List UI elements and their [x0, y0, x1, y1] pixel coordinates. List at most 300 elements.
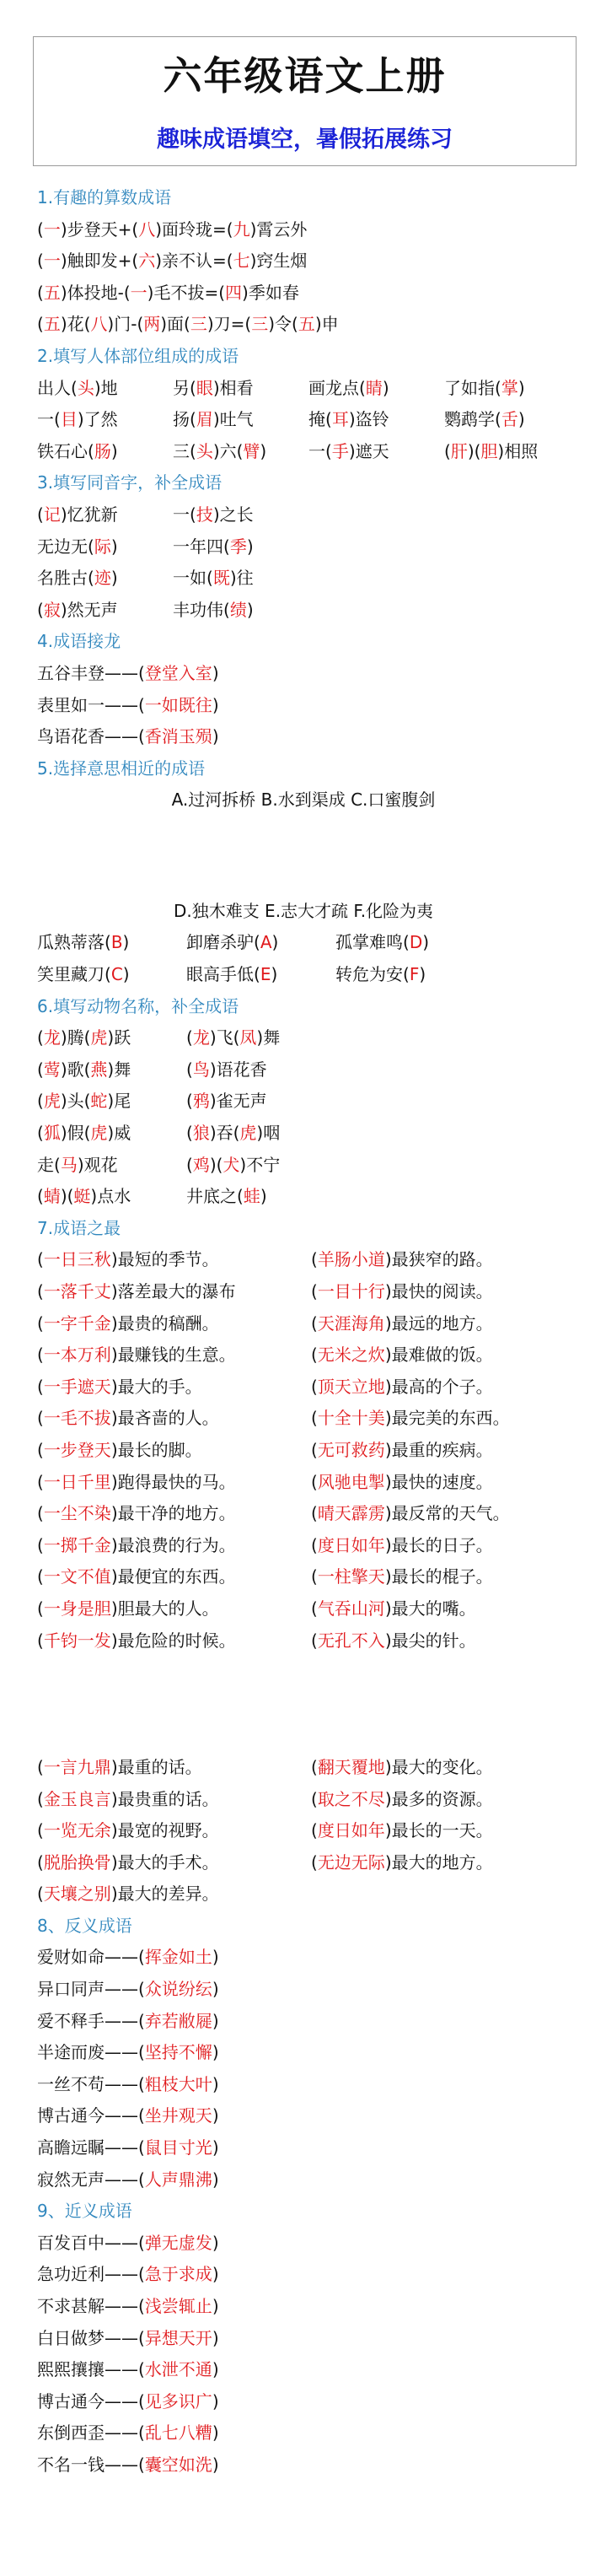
prompt-text: )最尖的针。	[384, 1630, 476, 1651]
idiom-item	[37, 499, 173, 531]
prompt-text: (	[311, 1503, 318, 1524]
prompt-text: )最快的速度。	[384, 1471, 493, 1492]
section-title: 8、反义成语	[37, 1915, 132, 1936]
prompt-text: (	[37, 1408, 44, 1429]
answer-text: 一字千金	[43, 1312, 111, 1334]
prompt-text: (	[311, 1281, 318, 1301]
prompt-text: )	[212, 662, 219, 683]
prompt-text: (	[186, 1059, 193, 1080]
idiom-item	[37, 531, 173, 563]
prompt-text: )门-(	[107, 314, 144, 335]
exercise-row	[37, 2069, 585, 2101]
prompt-text: 一(	[173, 504, 196, 525]
prompt-text: (	[311, 1851, 318, 1873]
prompt-text: )	[212, 1979, 219, 2000]
prompt-text: )	[518, 377, 525, 398]
prompt-text: )最危险的时候。	[110, 1630, 236, 1651]
exercise-row	[37, 2323, 585, 2355]
prompt-text: (	[311, 1376, 318, 1397]
answer-text: 肠	[94, 440, 111, 461]
answer-text: C	[110, 964, 123, 985]
answer-text: 无可救药	[317, 1439, 385, 1460]
answer-text: 手	[331, 440, 349, 461]
prompt-text: )	[260, 440, 267, 461]
prompt-text: 一(	[308, 440, 332, 461]
section-title: 6.填写动物名称，补全成语	[37, 995, 239, 1016]
answer-text: 异想天开	[144, 2327, 212, 2348]
prompt-text: 一(	[37, 409, 61, 430]
idiom-item	[444, 436, 580, 468]
prompt-text: )威	[107, 1123, 131, 1144]
idiom-item	[173, 373, 308, 405]
answer-text: 一身是胆	[43, 1598, 111, 1619]
answer-text: 鸡	[192, 1154, 210, 1175]
prompt-text: )之长	[212, 504, 254, 525]
prompt-text: )落差最大的瀑布	[110, 1281, 236, 1301]
exercise-row	[37, 1276, 585, 1308]
prompt-text: )吞(	[209, 1123, 240, 1144]
answer-text: 见多识广	[144, 2390, 212, 2412]
answer-text: 挥金如土	[144, 1947, 212, 1968]
answer-text: 三	[251, 314, 269, 335]
idiom-item	[37, 2069, 219, 2101]
prompt-text: )忆犹新	[60, 504, 118, 525]
prompt-text: )最难做的饭。	[384, 1345, 493, 1366]
idiom-item	[37, 2037, 219, 2069]
idiom-item	[444, 404, 580, 436]
prompt-text: (	[186, 1027, 193, 1048]
answer-text: 翻天覆地	[317, 1756, 385, 1777]
idiom-item	[308, 404, 444, 436]
prompt-text: (	[37, 1788, 44, 1809]
answer-text: 目	[60, 409, 78, 430]
answer-text: 乱七八糟	[144, 2422, 212, 2444]
answer-text: B	[110, 932, 123, 953]
answer-text: 鼠目寸光	[144, 2137, 212, 2158]
idiom-item	[311, 1276, 585, 1308]
idiom-item	[37, 1467, 311, 1499]
prompt-text: 东倒西歪——(	[37, 2422, 145, 2444]
prompt-text: )最吝啬的人。	[110, 1408, 219, 1429]
idiom-item	[37, 2354, 219, 2386]
prompt-text: 铁石心(	[37, 440, 94, 461]
prompt-text: (	[37, 282, 44, 303]
prompt-text: )最贵重的话。	[110, 1788, 219, 1809]
answer-options: A.过河拆桥 B.水到渠成 C.口蜜腹剑	[171, 790, 436, 811]
prompt-text: )最短的季节。	[110, 1249, 219, 1270]
answer-text: 鸟	[192, 1059, 210, 1080]
prompt-text: (	[37, 1123, 44, 1144]
exercise-row	[37, 2100, 585, 2132]
prompt-text: )跑得最快的马。	[110, 1471, 236, 1492]
prompt-text: 一如(	[173, 568, 213, 589]
answer-text: 坚持不懈	[144, 2042, 212, 2063]
prompt-text: )相照	[497, 440, 539, 461]
prompt-text: )体投地-(	[60, 282, 131, 303]
answer-text: 一览无余	[43, 1820, 111, 1841]
idiom-item	[311, 1244, 585, 1276]
exercise-row	[37, 309, 585, 341]
prompt-text: 高瞻远瞩——(	[37, 2137, 145, 2158]
answer-text: 一目十行	[317, 1281, 385, 1301]
prompt-text: 一年四(	[173, 536, 230, 557]
prompt-text: )最大的变化。	[384, 1756, 493, 1777]
answer-text: 凤	[239, 1027, 257, 1048]
prompt-text: )	[260, 1186, 267, 1207]
answer-text: 脱胎换骨	[43, 1851, 111, 1873]
idiom-item	[173, 499, 308, 531]
prompt-text: 瓜熟蒂落(	[37, 932, 111, 953]
answer-text: 金玉良言	[43, 1788, 111, 1809]
idiom-item	[311, 1815, 585, 1847]
prompt-text: )	[212, 2137, 219, 2158]
answer-text: 一言九鼎	[43, 1756, 111, 1777]
prompt-text: )舞	[107, 1059, 131, 1080]
exercise-row	[37, 1942, 585, 1974]
idiom-item	[186, 1118, 335, 1150]
prompt-text: )季如春	[242, 282, 299, 303]
answer-text: 浅尝辄止	[144, 2296, 212, 2317]
idiom-item	[37, 404, 173, 436]
idiom-item	[186, 1181, 335, 1213]
exercise-row	[37, 595, 585, 627]
prompt-text: )	[122, 964, 130, 985]
answer-text: 气吞山河	[317, 1598, 385, 1619]
prompt-text: 异口同声——(	[37, 1979, 145, 2000]
prompt-text: )最反常的天气。	[384, 1503, 510, 1524]
prompt-text: (	[37, 1820, 44, 1841]
prompt-text: (	[311, 1471, 318, 1492]
prompt-text: )点水	[90, 1186, 131, 1207]
prompt-text: (	[37, 1249, 44, 1270]
prompt-text: (	[37, 1345, 44, 1366]
exercise-row	[37, 2164, 585, 2196]
idiom-item	[37, 309, 339, 341]
prompt-text: (	[37, 1598, 44, 1619]
exercise-row	[37, 2291, 585, 2323]
idiom-item	[311, 1752, 585, 1784]
answer-text: 囊空如洗	[144, 2454, 212, 2475]
prompt-text: )最快的阅读。	[384, 1281, 493, 1301]
prompt-text: 画龙点(	[308, 377, 366, 398]
prompt-text: )尾	[107, 1091, 131, 1112]
idiom-item	[37, 595, 173, 627]
prompt-text: (	[311, 1820, 318, 1841]
prompt-text: )最大的差异。	[110, 1883, 219, 1905]
prompt-text: 百发百中——(	[37, 2232, 145, 2253]
prompt-text: )舞	[256, 1027, 281, 1048]
answer-text: A	[260, 932, 272, 953]
answer-text: 取之不尽	[317, 1788, 385, 1809]
idiom-item	[37, 2132, 219, 2164]
prompt-text: (	[311, 1534, 318, 1555]
idiom-item	[37, 2291, 219, 2323]
prompt-text: )腾(	[60, 1027, 91, 1048]
prompt-text: )花(	[60, 314, 91, 335]
exercise-row	[37, 2386, 585, 2418]
answer-text: 舌	[501, 409, 518, 430]
prompt-text: (	[311, 1788, 318, 1809]
prompt-text: )最贵的稿酬。	[110, 1312, 219, 1334]
prompt-text: )	[271, 964, 278, 985]
idiom-item	[308, 436, 444, 468]
exercise-row	[37, 2228, 585, 2260]
prompt-text: )最狭窄的路。	[384, 1249, 493, 1270]
prompt-text: (	[311, 1345, 318, 1366]
answer-text: 三	[190, 314, 207, 335]
prompt-text: (	[37, 1059, 44, 1080]
prompt-text: 不求甚解——(	[37, 2296, 145, 2317]
exercise-row	[37, 1815, 585, 1847]
prompt-text: 走(	[37, 1154, 61, 1175]
answer-text: 九	[233, 218, 250, 240]
idiom-item	[37, 1022, 186, 1054]
prompt-text: )	[212, 2264, 219, 2285]
prompt-text: (	[444, 440, 451, 461]
idiom-item	[37, 2386, 219, 2418]
answer-text: 龙	[43, 1027, 61, 1048]
prompt-text: )最便宜的东西。	[110, 1566, 236, 1587]
answer-text: 既	[212, 568, 230, 589]
prompt-text: )	[212, 726, 219, 747]
prompt-text: (	[311, 1756, 318, 1777]
exercise-row	[37, 436, 585, 468]
answer-text: 龙	[192, 1027, 210, 1048]
page-subtitle: 趣味成语填空，暑假拓展练习	[157, 127, 453, 153]
answer-text: 际	[94, 536, 111, 557]
prompt-text: )盗铃	[348, 409, 389, 430]
exercise-row	[37, 690, 585, 722]
prompt-text: )	[212, 2010, 219, 2031]
prompt-text: 不名一钱——(	[37, 2454, 145, 2475]
idiom-item	[37, 2100, 219, 2132]
prompt-text: 半途而废——(	[37, 2042, 145, 2063]
answer-text: 一步登天	[43, 1439, 111, 1460]
exercise-row	[37, 1086, 585, 1118]
prompt-text: )	[212, 2390, 219, 2412]
prompt-text: )	[271, 932, 279, 953]
idiom-item	[37, 1784, 311, 1816]
prompt-text: )霄云外	[249, 218, 308, 240]
answer-text: 无孔不入	[317, 1630, 385, 1651]
prompt-text: (	[311, 1566, 318, 1587]
idiom-item	[308, 373, 444, 405]
exercise-row	[37, 563, 585, 595]
prompt-text: (	[37, 1883, 44, 1905]
prompt-text: 表里如一——(	[37, 694, 145, 715]
prompt-text: (	[37, 1281, 44, 1301]
answer-text: 八	[90, 314, 108, 335]
idiom-item	[37, 214, 307, 246]
prompt-text: )	[212, 2169, 219, 2190]
idiom-item	[311, 1339, 585, 1372]
idiom-item	[311, 1561, 585, 1593]
prompt-text: )歌(	[60, 1059, 91, 1080]
prompt-text: )	[212, 2422, 219, 2444]
idiom-item	[37, 2228, 219, 2260]
exercise-row	[37, 1181, 585, 1213]
prompt-text: )	[212, 1947, 219, 1968]
answer-text: 臂	[243, 440, 260, 461]
exercise-row	[37, 278, 585, 310]
answer-text: 一	[43, 251, 61, 272]
exercise-row	[37, 1561, 585, 1593]
idiom-item	[37, 1086, 186, 1118]
section-title: 9、近义成语	[37, 2201, 132, 2222]
answer-text: 千钧一发	[43, 1630, 111, 1651]
idiom-item	[37, 2164, 219, 2196]
answer-text: 一文不值	[43, 1566, 111, 1587]
idiom-item	[37, 1942, 219, 1974]
prompt-text: )令(	[268, 314, 298, 335]
exercise-row	[37, 2417, 585, 2449]
prompt-text: 眼高手低(	[186, 964, 260, 985]
spacer	[37, 1657, 585, 1752]
prompt-text: 掩(	[308, 409, 332, 430]
prompt-text: )最重的疾病。	[384, 1439, 493, 1460]
answer-text: 急于求成	[144, 2264, 212, 2285]
answer-text: 头	[196, 440, 213, 461]
prompt-text: )面(	[160, 314, 190, 335]
exercise-row	[37, 1118, 585, 1150]
prompt-text: )触即发+(	[60, 251, 139, 272]
answer-text: 一尘不染	[43, 1503, 111, 1524]
answer-text: 无米之炊	[317, 1345, 385, 1366]
idiom-item	[37, 1244, 311, 1276]
answer-text: 蜓	[73, 1186, 91, 1207]
idiom-item	[311, 1403, 585, 1435]
prompt-text: (	[37, 314, 44, 335]
exercise-row	[37, 1308, 585, 1340]
prompt-text: )	[212, 2073, 219, 2094]
answer-text: D	[409, 932, 423, 953]
answer-text: 天涯海角	[317, 1312, 385, 1334]
idiom-item	[37, 959, 186, 991]
answer-text: 五	[43, 314, 61, 335]
prompt-text: )	[110, 568, 118, 589]
prompt-text: )	[212, 2296, 219, 2317]
prompt-text: )飞(	[209, 1027, 240, 1048]
answer-text: 四	[225, 282, 243, 303]
prompt-text: )假(	[60, 1123, 91, 1144]
exercise-row	[37, 2132, 585, 2164]
prompt-text: )最大的嘴。	[384, 1598, 476, 1619]
exercise-row	[37, 1847, 585, 1879]
answer-text: 虎	[90, 1027, 108, 1048]
idiom-item	[37, 1308, 311, 1340]
answer-text: 弹无虚发	[144, 2232, 212, 2253]
section-title: 4.成语接龙	[37, 631, 121, 652]
idiom-item	[173, 563, 308, 595]
idiom-item	[37, 1435, 311, 1467]
exercise-row	[37, 721, 585, 753]
answer-text: 迹	[94, 568, 111, 589]
prompt-text: 五谷丰登——(	[37, 662, 145, 683]
exercise-row	[37, 1593, 585, 1625]
idiom-item	[37, 1276, 311, 1308]
answer-text: 顶天立地	[317, 1376, 385, 1397]
idiom-item	[37, 2449, 219, 2482]
prompt-text: (	[37, 599, 44, 620]
prompt-text: )地	[94, 377, 118, 398]
prompt-text: )雀无声	[209, 1091, 267, 1112]
answer-text: 犬	[223, 1154, 240, 1175]
idiom-item	[37, 2006, 219, 2038]
exercise-row	[37, 1878, 585, 1910]
prompt-text: )最长的日子。	[384, 1534, 493, 1555]
prompt-text: (	[311, 1249, 318, 1270]
exercise-row	[37, 499, 585, 531]
prompt-text: (	[311, 1408, 318, 1429]
prompt-text: )	[518, 409, 525, 430]
prompt-text: 转危为安(	[335, 964, 410, 985]
prompt-text: )面玲珑=(	[155, 218, 233, 240]
idiom-item	[37, 2259, 219, 2291]
prompt-text: (	[37, 1503, 44, 1524]
prompt-text: 另(	[173, 377, 196, 398]
prompt-text: )吐气	[212, 409, 254, 430]
prompt-text: )	[212, 2454, 219, 2475]
exercise-row	[37, 2006, 585, 2038]
exercise-row	[37, 927, 585, 959]
idiom-item	[37, 1498, 311, 1530]
answer-text: 六	[138, 251, 156, 272]
idiom-item	[311, 1435, 585, 1467]
prompt-text: )	[246, 536, 254, 557]
prompt-text: )最完美的东西。	[384, 1408, 510, 1429]
exercise-content	[37, 182, 585, 2482]
answer-text: 五	[298, 314, 315, 335]
prompt-text: )往	[229, 568, 254, 589]
exercise-row	[37, 1244, 585, 1276]
answer-text: 众说纷纭	[144, 1979, 212, 2000]
answer-text: 一日三秋	[43, 1249, 111, 1270]
idiom-item	[37, 2417, 219, 2449]
idiom-item	[37, 1372, 311, 1404]
exercise-row	[37, 2259, 585, 2291]
prompt-text: )最多的资源。	[384, 1788, 493, 1809]
prompt-text: (	[186, 1091, 193, 1112]
answer-text: 风驰电掣	[317, 1471, 385, 1492]
idiom-item	[37, 1878, 315, 1910]
answer-text: 天壤之别	[43, 1883, 111, 1905]
answer-text: 五	[43, 282, 61, 303]
prompt-text: (	[37, 1439, 44, 1460]
exercise-row	[37, 1435, 585, 1467]
exercise-row	[37, 2037, 585, 2069]
prompt-text: )最大的地方。	[384, 1851, 493, 1873]
idiom-item	[311, 1847, 585, 1879]
prompt-text: )然无声	[60, 599, 118, 620]
exercise-row	[37, 245, 585, 278]
prompt-text: 名胜古(	[37, 568, 94, 589]
exercise-row	[37, 531, 585, 563]
prompt-text: 三(	[173, 440, 196, 461]
exercise-row	[37, 373, 585, 405]
prompt-text: 一丝不苟——(	[37, 2073, 145, 2094]
answer-text: 莺	[43, 1059, 61, 1080]
exercise-row	[37, 1625, 585, 1657]
exercise-row	[37, 1054, 585, 1086]
prompt-text: )六(	[212, 440, 244, 461]
exercise-row	[37, 658, 585, 690]
answer-text: 一落千丈	[43, 1281, 111, 1301]
exercise-row	[37, 1467, 585, 1499]
answer-text: 季	[229, 536, 247, 557]
answer-text: 肝	[450, 440, 468, 461]
idiom-item	[186, 1054, 335, 1086]
prompt-text: )最远的地方。	[384, 1312, 493, 1334]
